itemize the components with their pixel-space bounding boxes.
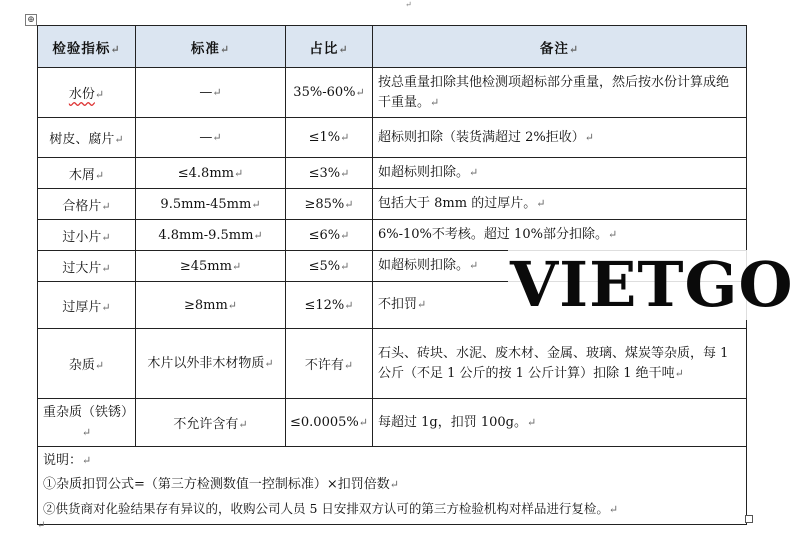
table-row [38, 329, 747, 399]
ratio-cell: ≤1%↵ [286, 118, 373, 158]
indicator-cell: 水份↵ [38, 68, 136, 118]
note-cell: 包括大于 8mm 的过厚片。↵ [373, 189, 747, 220]
table-row [38, 220, 747, 251]
table-row [38, 158, 747, 189]
note-cell: 如超标则扣除。↵ [373, 158, 747, 189]
note-cell: 超标则扣除（装货满超过 2%拒收）↵ [373, 118, 747, 158]
indicator-cell: 树皮、腐片↵ [38, 118, 136, 158]
note-cell: 按总重量扣除其他检测项超标部分重量，然后按水份计算成绝干重量。↵ [373, 68, 747, 118]
header-cell: 检验指标↵ [38, 26, 136, 68]
vietgo-watermark-logo: VIETGO [510, 248, 794, 321]
indicator-cell: 过厚片↵ [38, 282, 136, 329]
note-cell: 石头、砖块、水泥、废木材、金属、玻璃、煤炭等杂质，每 1 公斤（不足 1 公斤的按 1 公斤计算）扣除 1 绝干吨↵ [373, 329, 747, 399]
ratio-cell: ≤5%↵ [286, 251, 373, 282]
indicator-cell: 重杂质（铁锈）↵ [38, 399, 136, 447]
indicator-cell: 过大片↵ [38, 251, 136, 282]
explanation-row [38, 447, 747, 525]
standard-cell: —↵ [136, 118, 286, 158]
explanation-line-1: ①杂质扣罚公式=（第三方检测数值一控制标准）×扣罚倍数↵ [43, 477, 400, 492]
header-cell: 标准↵ [136, 26, 286, 68]
standard-cell: 4.8mm-9.5mm↵ [136, 220, 286, 251]
explanation-cell [38, 447, 747, 525]
table-row [38, 118, 747, 158]
explanation-line-2: ②供货商对化验结果存有异议的，收购公司人员 5 日安排双方认可的第三方检验机构对样品进行复检。↵ [43, 501, 619, 516]
explanation-title: 说明：↵ [43, 453, 92, 468]
standard-cell: 9.5mm-45mm↵ [136, 189, 286, 220]
ratio-cell: ≤3%↵ [286, 158, 373, 189]
note-cell: 不扣罚↵ [373, 282, 747, 329]
indicator-cell: 合格片↵ [38, 189, 136, 220]
standard-cell: ≤4.8mm↵ [136, 158, 286, 189]
standard-cell: 木片以外非木材物质↵ [136, 329, 286, 399]
indicator-cell: 杂质↵ [38, 329, 136, 399]
note-cell: 6%-10%不考核。超过 10%部分扣除。↵ [373, 220, 747, 251]
indicator-cell: 过小片↵ [38, 220, 136, 251]
standard-cell: ≥45mm↵ [136, 251, 286, 282]
ratio-cell: ≤12%↵ [286, 282, 373, 329]
paragraph-mark: ↵ [37, 520, 46, 531]
header-cell: 占比↵ [286, 26, 373, 68]
table-resize-handle-icon[interactable] [745, 515, 753, 523]
standard-cell: —↵ [136, 68, 286, 118]
table-row [38, 399, 747, 447]
header-cell: 备注↵ [373, 26, 747, 68]
table-row [38, 189, 747, 220]
indicator-cell: 木屑↵ [38, 158, 136, 189]
ratio-cell: ≤0.0005%↵ [286, 399, 373, 447]
paragraph-mark: ↵ [405, 0, 412, 9]
standard-cell: 不允许含有↵ [136, 399, 286, 447]
table-header-row [38, 26, 747, 68]
ratio-cell: 不许有↵ [286, 329, 373, 399]
ratio-cell: ≤6%↵ [286, 220, 373, 251]
table-row [38, 68, 747, 118]
ratio-cell: 35%-60%↵ [286, 68, 373, 118]
standard-cell: ≥8mm↵ [136, 282, 286, 329]
ratio-cell: ≥85%↵ [286, 189, 373, 220]
note-cell: 如超标则扣除。↵ [373, 251, 747, 282]
note-cell: 每超过 1g，扣罚 100g。↵ [373, 399, 747, 447]
table-move-handle-icon[interactable]: ⊕ [25, 14, 37, 26]
